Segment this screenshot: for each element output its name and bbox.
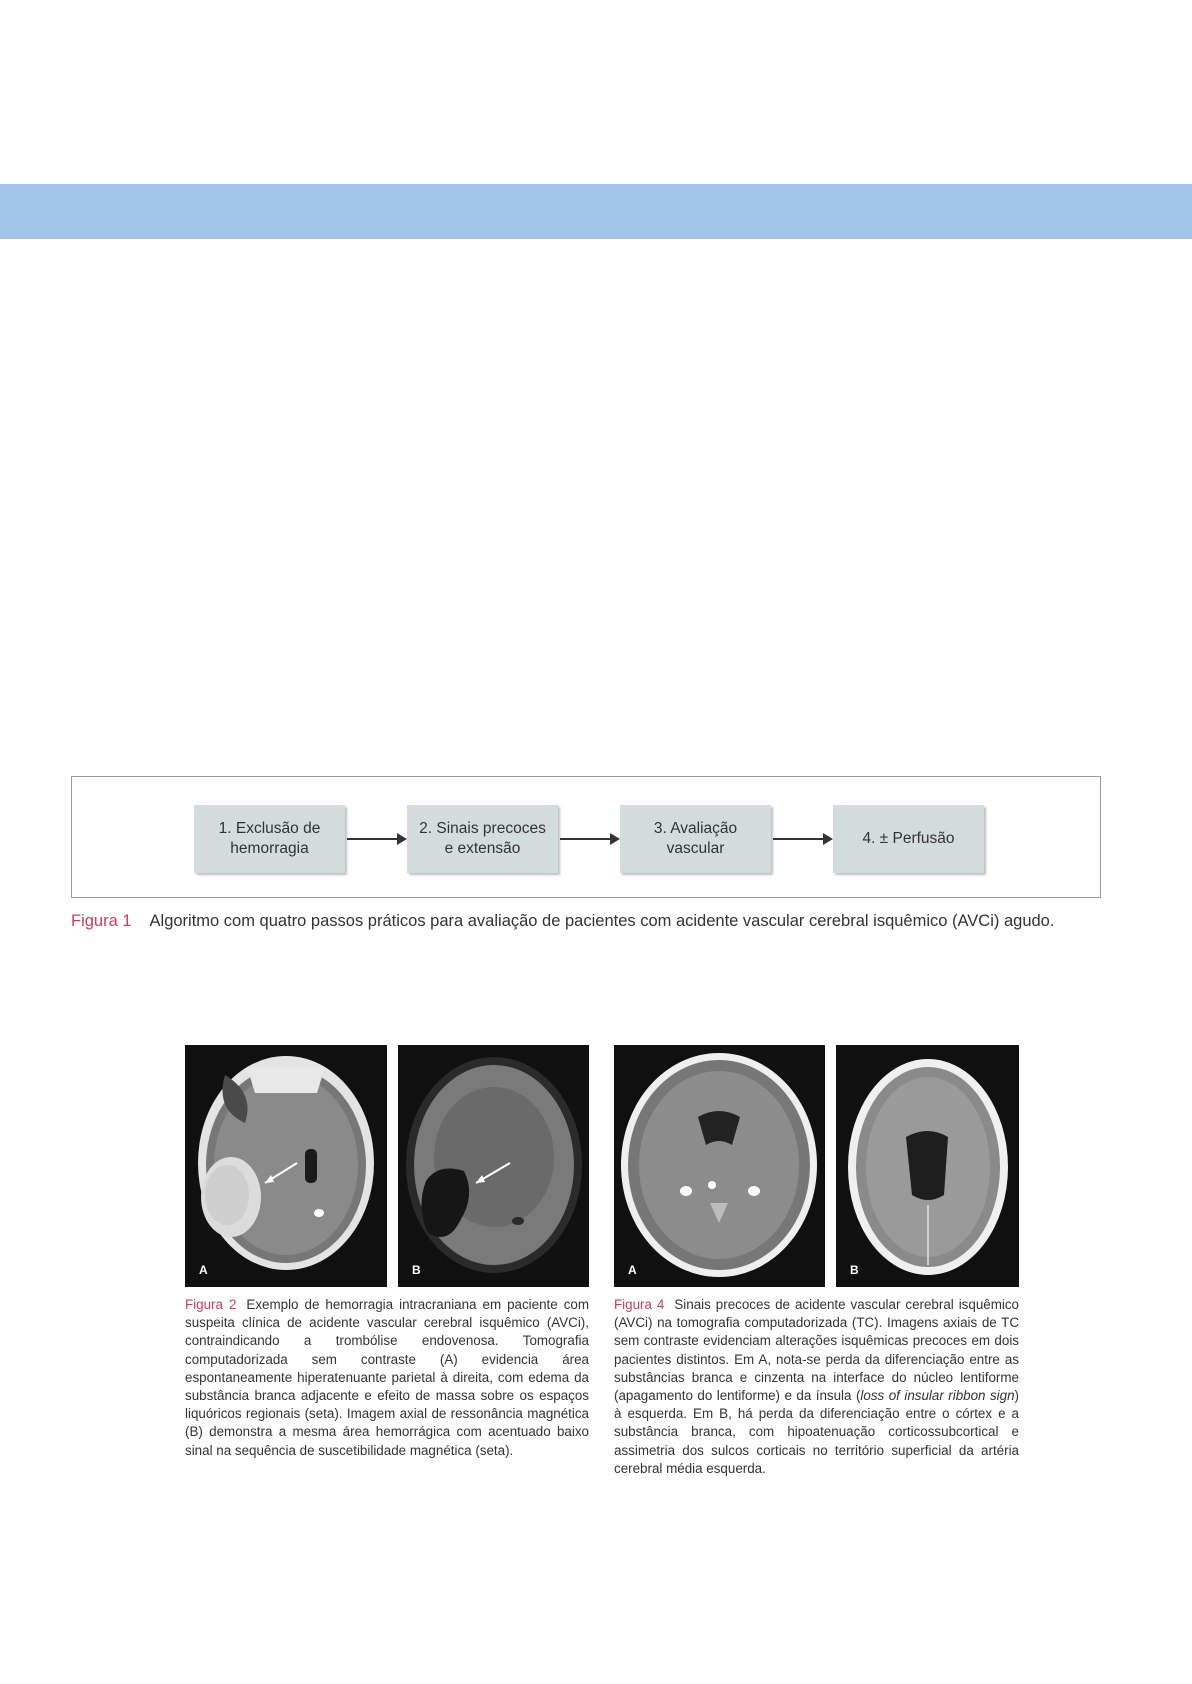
- step-2-box: 2. Sinais precoces e extensão: [407, 805, 558, 873]
- header-band: [0, 184, 1192, 239]
- figure2-panel-a-label: A: [199, 1263, 208, 1277]
- figure4-ct-image-a: [614, 1045, 825, 1287]
- figure4-caption: [614, 1296, 1019, 1478]
- figure2-panel-b-label: B: [412, 1263, 421, 1277]
- step-1-box: 1. Exclusão de hemorragia: [194, 805, 345, 873]
- ct-scan-a-graphic: [185, 1045, 387, 1287]
- figure4-panel-b-label: B: [850, 1263, 859, 1277]
- figure1-label: Figura 1: [71, 912, 132, 930]
- step-3-box: 3. Avaliação vascular: [620, 805, 771, 873]
- arrow-3: [773, 838, 831, 840]
- figure4-panel-a-label: A: [628, 1263, 637, 1277]
- figure4-caption-text-1: Sinais precoces de acidente vascular cerebral isquêmico (AVCi) na tomografia computadorizada (TC). Imagens axiais de TC sem contraste evidenciam alterações isquêmicas precoces em dois pacientes distintos. Em A, nota-se perda da diferenciação entre as substâncias branca e cinzenta na interface do núcleo lentiforme (apagamento do lentiforme) e da ínsula (: [614, 1297, 1019, 1404]
- figure1-caption: [71, 912, 1054, 931]
- ct-scan-4a-graphic: [614, 1045, 825, 1287]
- arrow-2: [560, 838, 618, 840]
- figure1-flowchart: [71, 776, 1101, 898]
- ct-scan-4b-graphic: [836, 1045, 1019, 1287]
- figure4-caption-text-2: ) à esquerda. Em B, há perda da diferenciação entre o córtex e a substância branca, com hipoatenuação corticossubcortical e assimetria dos sulcos corticais no território superficial da artéria cerebral média esquerda.: [614, 1388, 1019, 1476]
- step-4-box: 4. ± Perfusão: [833, 805, 984, 873]
- figure2-caption: [185, 1296, 589, 1460]
- figure1-caption-text: Algoritmo com quatro passos práticos para avaliação de pacientes com acidente vascular cerebral isquêmico (AVCi) agudo.: [149, 912, 1055, 930]
- arrow-1: [347, 838, 405, 840]
- figure2-caption-text: Exemplo de hemorragia intracraniana em paciente com suspeita clínica de acidente vascular cerebral isquêmico (AVCi), contraindicando a trombólise endovenosa. Tomografia computadorizada sem contraste (A) evidencia área espontaneamente hiperatenuante parietal à direita, com edema da substância branca adjacente e efeito de massa sobre os espaços liquóricos regionais (seta). Imagem axial de ressonância magnética (B) demonstra a mesma área hemorrágica com acentuado baixo sinal na sequência de suscetibilidade magnética (seta).: [185, 1297, 589, 1458]
- figure2-ct-image-a: [185, 1045, 387, 1287]
- figure4-ct-image-b: [836, 1045, 1019, 1287]
- figure2-mri-image-b: [398, 1045, 589, 1287]
- figure4-label: Figura 4: [614, 1297, 665, 1312]
- figure4-caption-italic: loss of insular ribbon sign: [860, 1388, 1015, 1404]
- mri-scan-b-graphic: [398, 1045, 589, 1287]
- figure2-label: Figura 2: [185, 1297, 237, 1312]
